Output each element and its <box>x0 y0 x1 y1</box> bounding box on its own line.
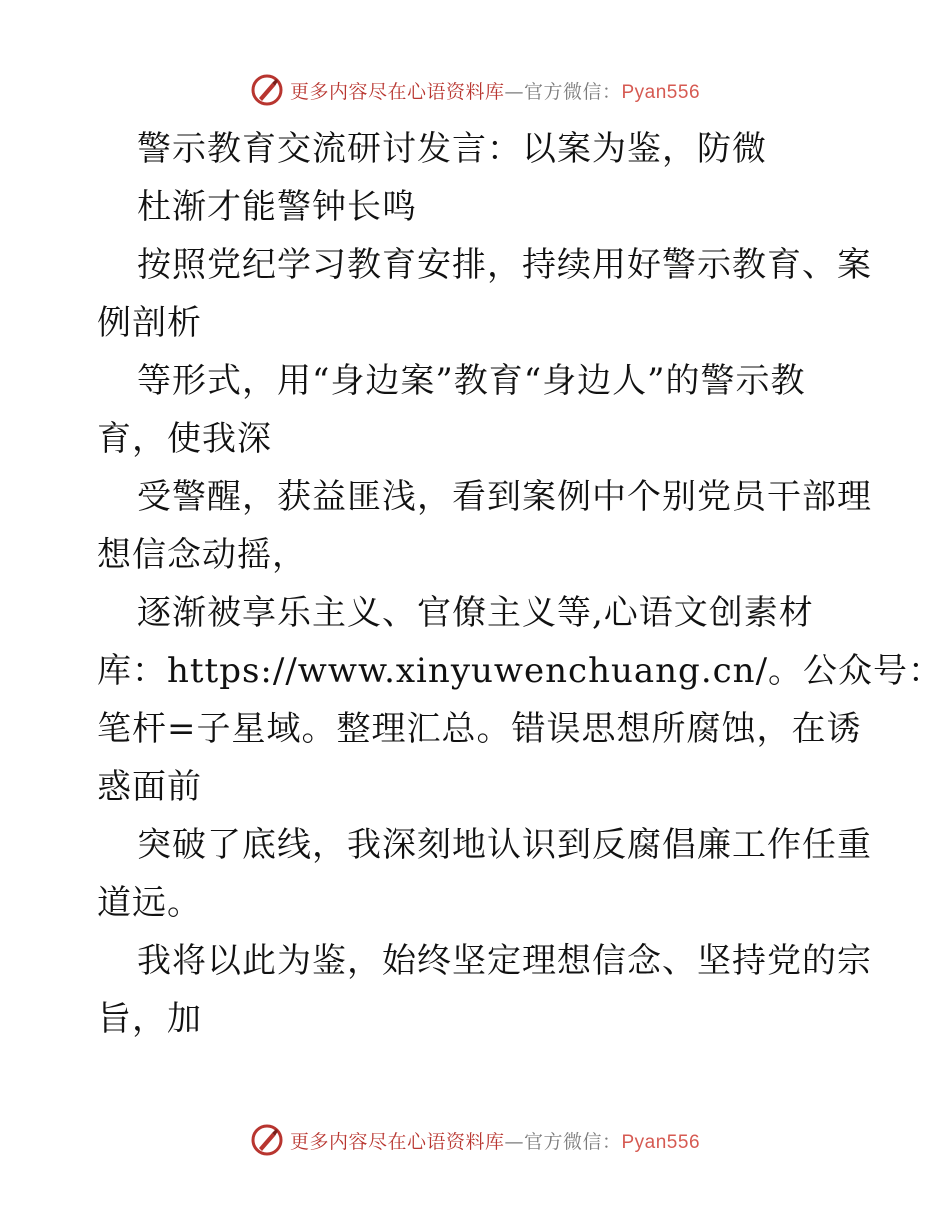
header-banner <box>0 70 950 110</box>
title-line-1: 警示教育交流研讨发言：以案为鉴，防微 <box>137 129 767 169</box>
paragraph-line: 按照党纪学习教育安排，持续用好警示教育、案 <box>137 245 872 285</box>
paragraph-line: 例剖析 <box>97 303 202 343</box>
paragraph-line: 育，使我深 <box>97 419 272 459</box>
footer-banner <box>0 1120 950 1160</box>
paragraph-line: 惑面前 <box>97 767 202 807</box>
header-text <box>290 77 700 104</box>
document-body <box>97 120 944 1048</box>
paragraph-line: 突破了底线，我深刻地认识到反腐倡廉工作任重 <box>137 825 872 865</box>
paragraph-line: 我将以此为鉴，始终坚定理想信念、坚持党的宗 <box>137 941 872 981</box>
footer-text <box>290 1127 700 1154</box>
paragraph-line: 受警醒，获益匪浅，看到案例中个别党员干部理 <box>137 477 872 517</box>
title-line-2: 杜渐才能警钟长鸣 <box>137 187 417 227</box>
header-wechat-id: Pyan556 <box>621 81 701 103</box>
paragraph-line: 逐渐被享乐主义、官僚主义等,心语文创素材 <box>137 593 814 633</box>
header-official: —官方微信： <box>504 80 622 103</box>
footer-brand: 更多内容尽在心语资料库 <box>289 1130 505 1153</box>
header-brand: 更多内容尽在心语资料库 <box>289 80 505 103</box>
paragraph-line: 库：https://www.xinyuwenchuang.cn/。公众号： <box>97 651 944 691</box>
pen-logo-icon <box>250 1123 284 1157</box>
pen-logo-icon <box>250 73 284 107</box>
paragraph-line: 道远。 <box>97 883 202 923</box>
footer-official: —官方微信： <box>504 1130 622 1153</box>
paragraph-line: 想信念动摇， <box>97 535 307 575</box>
footer-wechat-id: Pyan556 <box>621 1131 701 1153</box>
paragraph-line: 旨，加 <box>97 999 202 1039</box>
paragraph-line: 等形式，用“身边案”教育“身边人”的警示教 <box>137 361 806 401</box>
paragraph-line: 笔杆=子星域。整理汇总。错误思想所腐蚀，在诱 <box>97 709 862 749</box>
